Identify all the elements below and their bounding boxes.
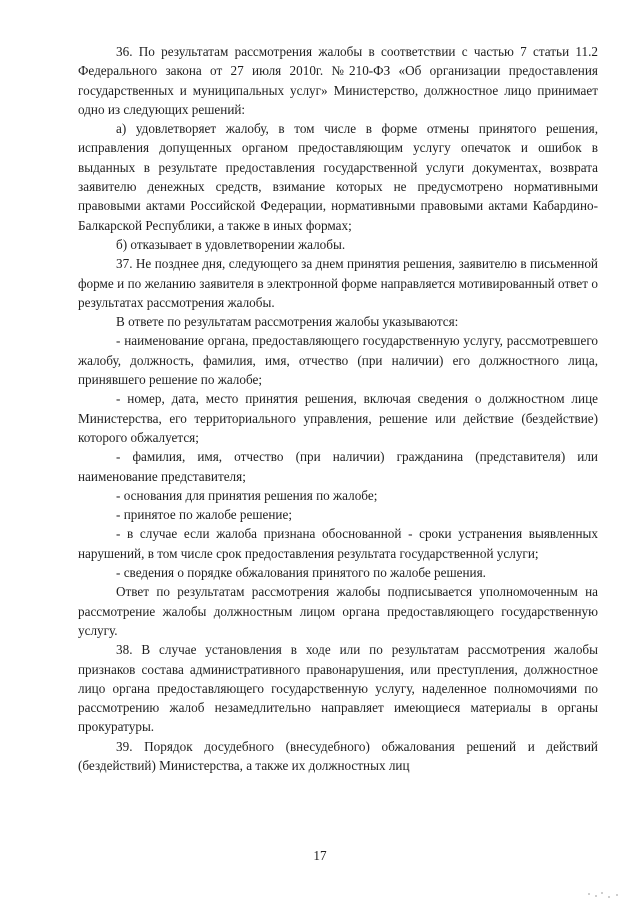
list-item-decision-details: - номер, дата, место принятия решения, включая сведения о должностном лице Министерства, его территориального управления, решение или действие (бездействие) которого обжалуется; (78, 391, 598, 445)
paragraph-36-item-a: а) удовлетворяет жалобу, в том числе в форме отмены принятого решения, исправления допущенных органом предоставляющим услугу опечаток и ошибок в выданных в результате предоставления государственной услуги документах, возврата заявителю денежных средств, взимание которых не предусмотрено нормативными правовыми актами Российской Федерации, нормативными правовыми актами Кабардино-Балкарской Республики, а также в иных формах; (78, 121, 598, 233)
paragraph-36: 36. По результатам рассмотрения жалобы в соответствии с частью 7 статьи 11.2 Федерального закона от 27 июля 2010г. №210-ФЗ «Об организации предоставления государственных и муниципальных услуг» Министерство, должностное лицо принимает одно из следующих решений: (78, 44, 598, 117)
page-number: 17 (313, 848, 327, 863)
paragraph-37-signature: Ответ по результатам рассмотрения жалобы подписывается уполномоченным на рассмотрение жалобы должностным лицом органа предоставляющего государственную услугу. (78, 584, 598, 638)
list-item-grounds: - основания для принятия решения по жалобе; (116, 487, 378, 503)
paragraph-39: 39. Порядок досудебного (внесудебного) обжалования решений и действий (бездействий) Министерства, а также их должностных лиц (78, 738, 598, 773)
list-item-appeal-procedure: - сведения о порядке обжалования принятого по жалобе решения. (116, 565, 486, 581)
paragraph-37: 37. Не позднее дня, следующего за днем принятия решения, заявителю в письменной форме и по желанию заявителя в электронной форме направляется мотивированный ответ о результатах рассмотрения жалобы. (78, 256, 598, 310)
scan-specks (586, 889, 626, 899)
list-item-applicant-name: - фамилия, имя, отчество (при наличии) гражданина (представителя) или наименование представителя; (78, 449, 598, 484)
document-body (78, 42, 598, 775)
paragraph-38: 38. В случае установления в ходе или по результатам рассмотрения жалобы признаков состава административного правонарушения, или преступления, должностное лицо органа предоставляющего государственную услугу, наделенное полномочиями по рассмотрению жалоб незамедлительно направляет имеющиеся материалы в органы прокуратуры. (78, 642, 598, 735)
paragraph-36-item-b: б) отказывает в удовлетворении жалобы. (116, 236, 346, 252)
list-item-decision: - принятое по жалобе решение; (116, 507, 292, 523)
paragraph-37-intro: В ответе по результатам рассмотрения жалобы указываются: (116, 314, 459, 330)
list-item-deadlines: - в случае если жалоба признана обоснованной - сроки устранения выявленных нарушений, в том числе срок предоставления результата государственной услуги; (78, 526, 598, 561)
list-item-organ-name: - наименование органа, предоставляющего государственную услугу, рассмотревшего жалобу, должность, фамилия, имя, отчество (при наличии) его должностного лица, принявшего решение по жалобе; (78, 333, 598, 388)
